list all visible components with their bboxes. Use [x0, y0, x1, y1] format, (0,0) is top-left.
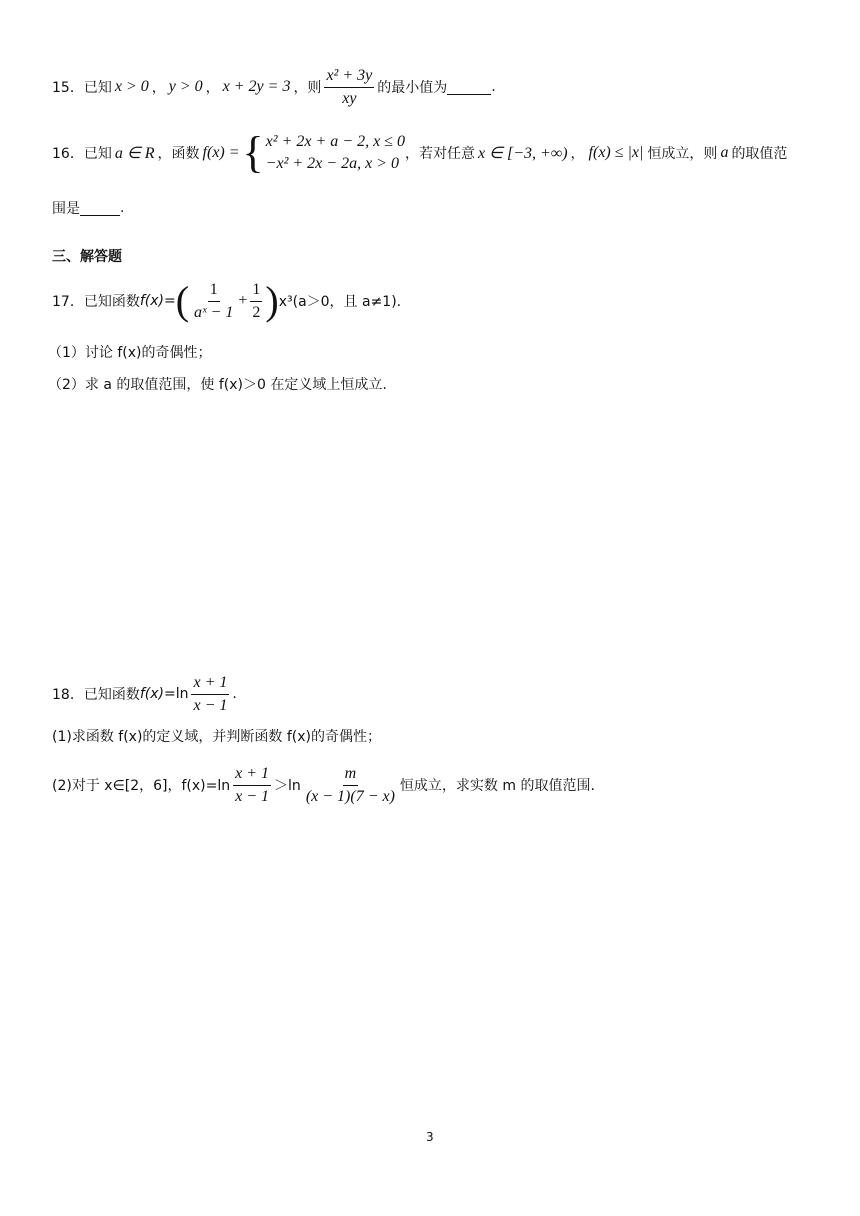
case-1: x² + 2x + a − 2, x ≤ 0: [265, 133, 405, 150]
condition-y: y > 0: [168, 78, 203, 95]
right-paren: ): [265, 278, 279, 323]
domain: x ∈ [−3, +∞): [477, 145, 568, 162]
question-17: 17． 已知函数 f(x) = ( $\frac{1}{\text{aˣ − 1}}$ + $\frac{1}{2}$ ) x³(a＞0，且 a≠1).: [52, 278, 402, 323]
fraction-1: $\frac{x + 1}{x - 1}$: [235, 764, 270, 805]
fraction-1: $\frac{1}{\text{aˣ − 1}}$: [194, 280, 234, 321]
section-heading: 三、解答题: [52, 249, 122, 265]
answer-blank[interactable]: [80, 201, 120, 216]
question-16: 16． 已知 a ∈ R ，函数 f(x) = { x² + 2x + a − 2, x ≤ 0 −x² + 2x − 2a, x > 0 ，若对任意 x ∈ [−3, +∞) ， f(x) ≤ |x| 恒成立，则 a 的取值范: [52, 128, 788, 177]
question-16-continued: 围是 .: [52, 200, 125, 217]
fraction-2: $\frac{1}{2}$: [252, 280, 261, 321]
question-text: 已知: [83, 80, 112, 96]
answer-blank[interactable]: [447, 80, 491, 95]
question-number: 16．: [52, 146, 84, 162]
fraction: $\frac{\text{x² + 3y}}{xy}$: [326, 66, 373, 107]
function-name: f(x) =: [202, 144, 240, 161]
question-18-part-1: (1)求函数 f(x)的定义域，并判断函数 f(x)的奇偶性；: [52, 729, 382, 745]
question-17-part-2: （2）求 a 的取值范围，使 f(x)＞0 在定义域上恒成立.: [48, 377, 387, 393]
question-15: 15． 已知 x > 0 ， y > 0 ， x + 2y = 3 ，则 $\frac{\text{x² + 3y}}{xy}$ 的最小值为 .: [52, 66, 496, 107]
question-number: 17．: [52, 294, 84, 310]
page-number: 3: [426, 1130, 434, 1144]
condition-a: a ∈ R: [114, 145, 155, 162]
left-paren: (: [175, 278, 190, 323]
question-number: 18．: [52, 687, 84, 703]
condition-sum: x + 2y = 3: [222, 78, 291, 95]
question-17-part-1: （1）讨论 f(x)的奇偶性；: [48, 345, 212, 361]
question-18-part-2: (2)对于 x∈[2，6]，f(x)=ln $\frac{x + 1}{x - 1}$ ＞ln $\frac{m}{(x - 1)(7 - x)}$ 恒成立，求实数 m 的取值范围.: [52, 764, 595, 805]
left-brace: {: [242, 128, 264, 177]
fraction-2: $\frac{m}{(x - 1)(7 - x)}$: [305, 764, 395, 805]
piecewise-cases: [266, 131, 405, 175]
question-number: 15．: [52, 80, 84, 96]
fraction: $\frac{x + 1}{x - 1}$: [193, 673, 228, 714]
condition-x: x > 0: [114, 78, 149, 95]
case-2: −x² + 2x − 2a, x > 0: [265, 155, 399, 172]
inequality: f(x) ≤ |x|: [588, 144, 644, 161]
question-18: 18． 已知函数 f(x) =ln $\frac{x + 1}{x - 1}$ .: [52, 673, 237, 714]
